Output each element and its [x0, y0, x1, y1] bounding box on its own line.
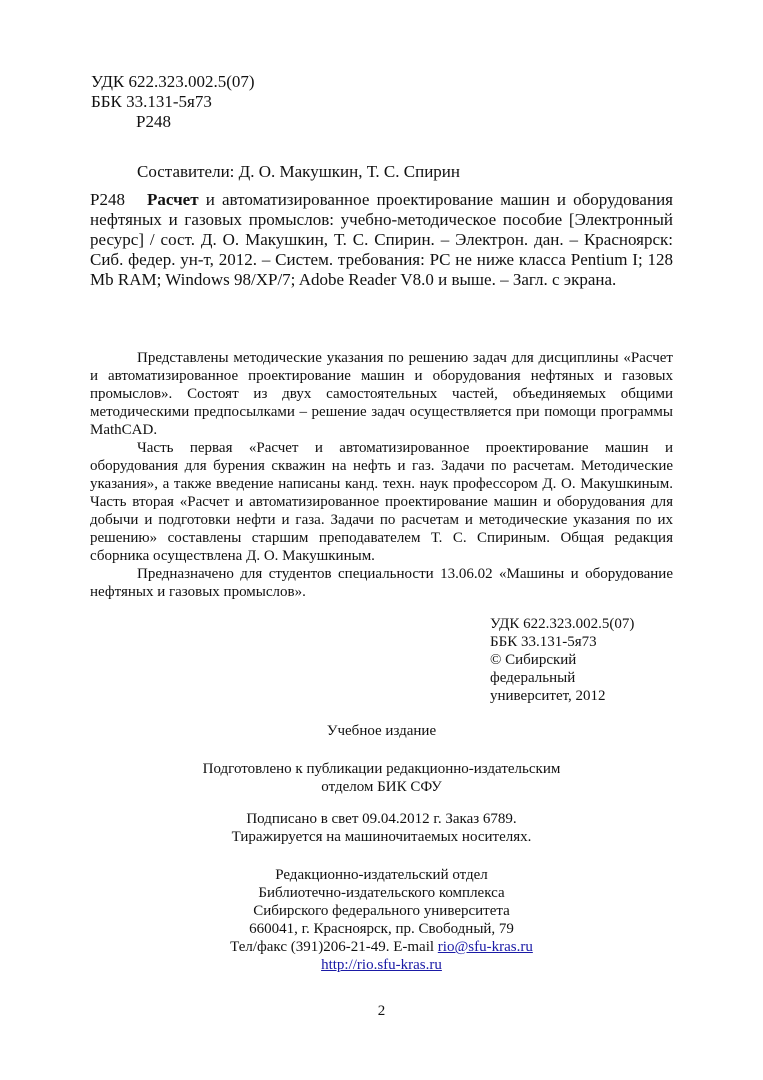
page-number: 2	[377, 1003, 386, 1019]
copyright-block	[490, 615, 680, 705]
bbk-code: ББК 33.131-5я73	[91, 92, 212, 111]
signed-line-2: Тиражируется на машиночитаемых носителях.	[231, 829, 532, 845]
copyright-bbk: ББК 33.131-5я73	[490, 634, 597, 650]
phone-text: Тел/факс (391)206-21-49. E-mail	[230, 939, 438, 955]
edition-type	[90, 722, 673, 740]
prepared-by	[90, 760, 673, 796]
abstract-paragraph-2: Часть первая «Расчет и автоматизированное проектирование машин и оборудования для бурения скважин на нефть и газ. Задачи по расчетам. Методические указания», а также введение написаны канд. техн. наук профессором Д. О. Макушкиным. Часть вторая «Расчет и автоматизированное проектирование машин и оборудования для добычи и подготовки нефти и газа. Задачи по расчетам и методические указания по их решению» составлены старшим преподавателем Т. С. Спириным. Общая редакция сборника осуществлена Д. О. Макушкиным.	[90, 440, 673, 564]
abstract-paragraph-1: Представлены методические указания по решению задач для дисциплины «Расчет и автоматизированное проектирование машин и оборудования нефтяных и газовых промыслов». Состоят из двух самостоятельных частей, объединяемых общими методическими предпосылками – решение задач осуществляется при помощи программы MathCAD.	[90, 350, 673, 438]
website-link[interactable]: http://rio.sfu-kras.ru	[321, 957, 442, 973]
copyright-line-3: университет, 2012	[490, 688, 606, 704]
publication-info	[90, 810, 673, 846]
abstract-paragraph-3: Предназначено для студентов специальности 13.06.02 «Машины и оборудование нефтяных и газовых промыслов».	[90, 566, 673, 600]
dept-line-2: Библиотечно-издательского комплекса	[258, 885, 505, 901]
prepared-line-2: отделом БИК СФУ	[321, 779, 442, 795]
edition-type-text: Учебное издание	[326, 723, 437, 739]
entry-description: и автоматизированное проектирование машин и оборудования нефтяных и газовых промыслов: учебно-методическое пособие [Электронный ресурс] / сост. Д. О. Макушкин, Т. С. Спирин. – Электрон. дан. – Красноярск: Сиб. федер. ун-т, 2012. – Систем. требования: PC не ниже класса Pentium I; 128 Mb RAM; Windows 98/XP/7; Adobe Reader V8.0 и выше. – Загл. с экрана.	[90, 190, 673, 289]
compilers-line: Составители: Д. О. Макушкин, Т. С. Спирин	[137, 162, 460, 181]
entry-code: Р248	[90, 190, 125, 209]
copyright-line-1: © Сибирский	[490, 652, 577, 668]
address-line: 660041, г. Красноярск, пр. Свободный, 79	[249, 921, 514, 937]
dept-line-1: Редакционно-издательский отдел	[275, 867, 488, 883]
author-code: Р248	[136, 112, 171, 131]
dept-line-3: Сибирского федерального университета	[253, 903, 510, 919]
entry-text	[90, 190, 673, 290]
abstract	[90, 349, 673, 601]
signed-line-1: Подписано в свет 09.04.2012 г. Заказ 6789.	[246, 811, 517, 827]
website-line	[90, 956, 673, 974]
email-link[interactable]: rio@sfu-kras.ru	[437, 939, 533, 955]
entry-title-word: Расчет	[147, 190, 199, 209]
copyright-line-2: федеральный	[490, 670, 576, 686]
bibliographic-entry	[90, 190, 673, 290]
publisher-contact	[90, 866, 673, 974]
prepared-line-1: Подготовлено к публикации редакционно-издательским	[202, 761, 561, 777]
phone-line	[90, 938, 673, 956]
copyright-udk: УДК 622.323.002.5(07)	[490, 616, 635, 632]
classification-header	[91, 72, 255, 132]
udk-code: УДК 622.323.002.5(07)	[91, 72, 255, 91]
